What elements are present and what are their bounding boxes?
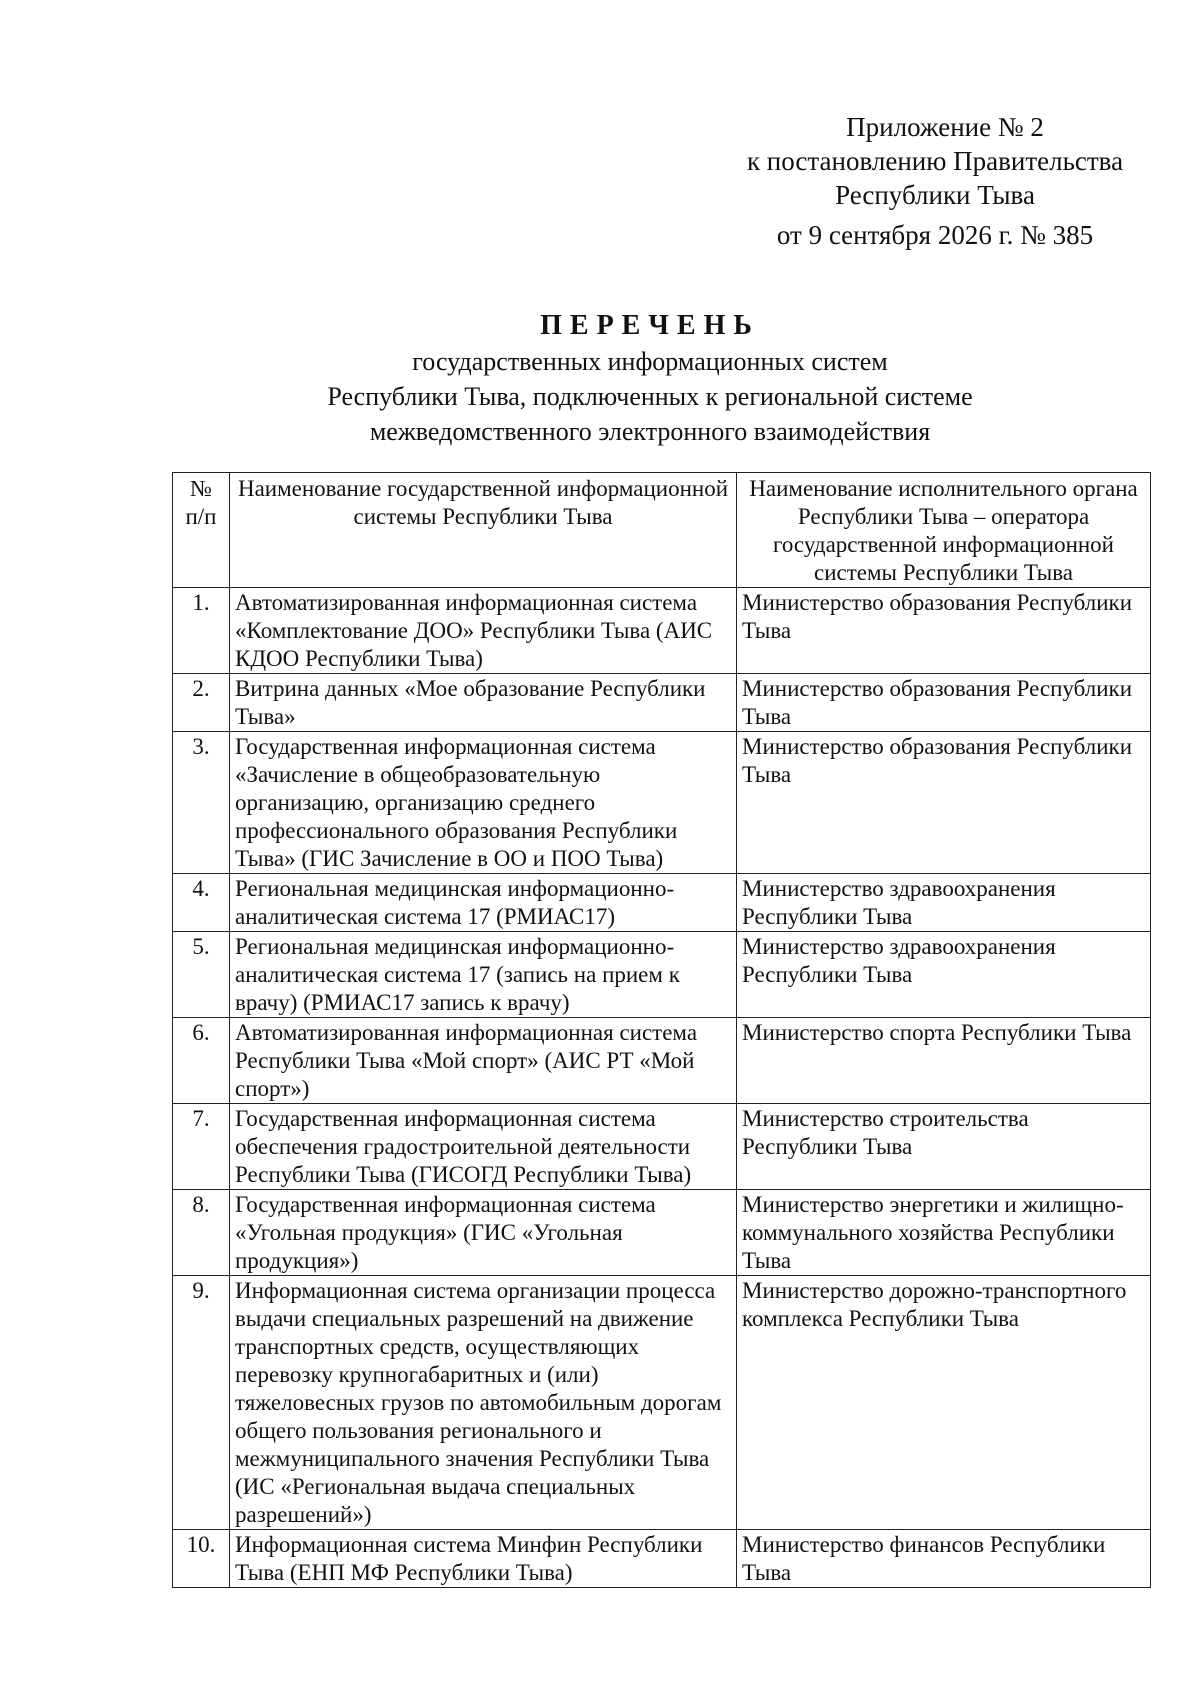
row-number: 8. [173, 1190, 230, 1276]
table-row [173, 1018, 1151, 1104]
table-row [173, 674, 1151, 732]
document-subtitle-line-2: Республики Тыва, подключенных к региональной системе [327, 382, 973, 411]
row-operator: Министерство образования Республики Тыва [737, 588, 1151, 674]
row-number: 5. [173, 932, 230, 1018]
appendix-resolution: к постановлению Правительства [746, 146, 1124, 176]
row-number: 2. [173, 674, 230, 732]
row-system-name: Государственная информационная система «Угольная продукция» (ГИС «Угольная продукция») [230, 1190, 737, 1276]
table-row [173, 874, 1151, 932]
table-row [173, 1276, 1151, 1530]
row-system-name: Региональная медицинская информационно-аналитическая система 17 (РМИАС17) [230, 874, 737, 932]
row-number: 6. [173, 1018, 230, 1104]
row-number: 9. [173, 1276, 230, 1530]
row-system-name: Региональная медицинская информационно-аналитическая система 17 (запись на прием к врачу) (РМИАС17 запись к врачу) [230, 932, 737, 1018]
row-operator: Министерство строительства Республики Тыва [737, 1104, 1151, 1190]
header-operator: Наименование исполнительного органа Республики Тыва – оператора государственной информационной системы Республики Тыва [737, 473, 1151, 588]
row-operator: Министерство финансов Республики Тыва [737, 1530, 1151, 1588]
table-header-row [173, 473, 1151, 588]
row-system-name: Государственная информационная система «Зачисление в общеобразовательную организацию, организацию среднего профессионального образования Республики Тыва» (ГИС Зачисление в ОО и ПОО Тыва) [230, 732, 737, 874]
row-number: 10. [173, 1530, 230, 1588]
row-operator: Министерство энергетики и жилищно-коммунального хозяйства Республики Тыва [737, 1190, 1151, 1276]
row-system-name: Государственная информационная система обеспечения градостроительной деятельности Республики Тыва (ГИСОГД Республики Тыва) [230, 1104, 737, 1190]
row-system-name: Автоматизированная информационная система «Комплектование ДОО» Республики Тыва (АИС КДОО Республики Тыва) [230, 588, 737, 674]
row-number: 4. [173, 874, 230, 932]
title-block [150, 308, 1150, 449]
appendix-date: от 9 сентября 2026 г. № 385 [776, 220, 1094, 250]
table-row [173, 1190, 1151, 1276]
header-system-name: Наименование государственной информационной системы Республики Тыва [230, 473, 737, 588]
appendix-number: Приложение № 2 [846, 112, 1044, 142]
document-subtitle-line-1: государственных информационных систем [412, 347, 888, 376]
systems-table [172, 472, 1151, 1588]
table-row [173, 1530, 1151, 1588]
header-number: № п/п [173, 473, 230, 588]
table-row [173, 1104, 1151, 1190]
document-subtitle-line-3: межведомственного электронного взаимодействия [369, 417, 931, 446]
document-title: ПЕРЕЧЕНЬ [540, 310, 760, 341]
row-operator: Министерство образования Республики Тыва [737, 674, 1151, 732]
row-system-name: Витрина данных «Мое образование Республики Тыва» [230, 674, 737, 732]
table-row [173, 588, 1151, 674]
table-row [173, 732, 1151, 874]
appendix-block [740, 110, 1130, 252]
row-system-name: Информационная система Минфин Республики Тыва (ЕНП МФ Республики Тыва) [230, 1530, 737, 1588]
row-operator: Министерство дорожно-транспортного комплекса Республики Тыва [737, 1276, 1151, 1530]
row-operator: Министерство здравоохранения Республики Тыва [737, 874, 1151, 932]
row-operator: Министерство здравоохранения Республики Тыва [737, 932, 1151, 1018]
row-number: 1. [173, 588, 230, 674]
row-operator: Министерство образования Республики Тыва [737, 732, 1151, 874]
appendix-republic: Республики Тыва [835, 180, 1035, 210]
row-operator: Министерство спорта Республики Тыва [737, 1018, 1151, 1104]
row-system-name: Информационная система организации процесса выдачи специальных разрешений на движение транспортных средств, осуществляющих перевозку крупногабаритных и (или) тяжеловесных грузов по автомобильным дорогам общего пользования регионального и межмуниципального значения Республики Тыва (ИС «Региональная выдача специальных разрешений») [230, 1276, 737, 1530]
table-row [173, 932, 1151, 1018]
row-number: 3. [173, 732, 230, 874]
row-number: 7. [173, 1104, 230, 1190]
row-system-name: Автоматизированная информационная система Республики Тыва «Мой спорт» (АИС РТ «Мой спорт») [230, 1018, 737, 1104]
